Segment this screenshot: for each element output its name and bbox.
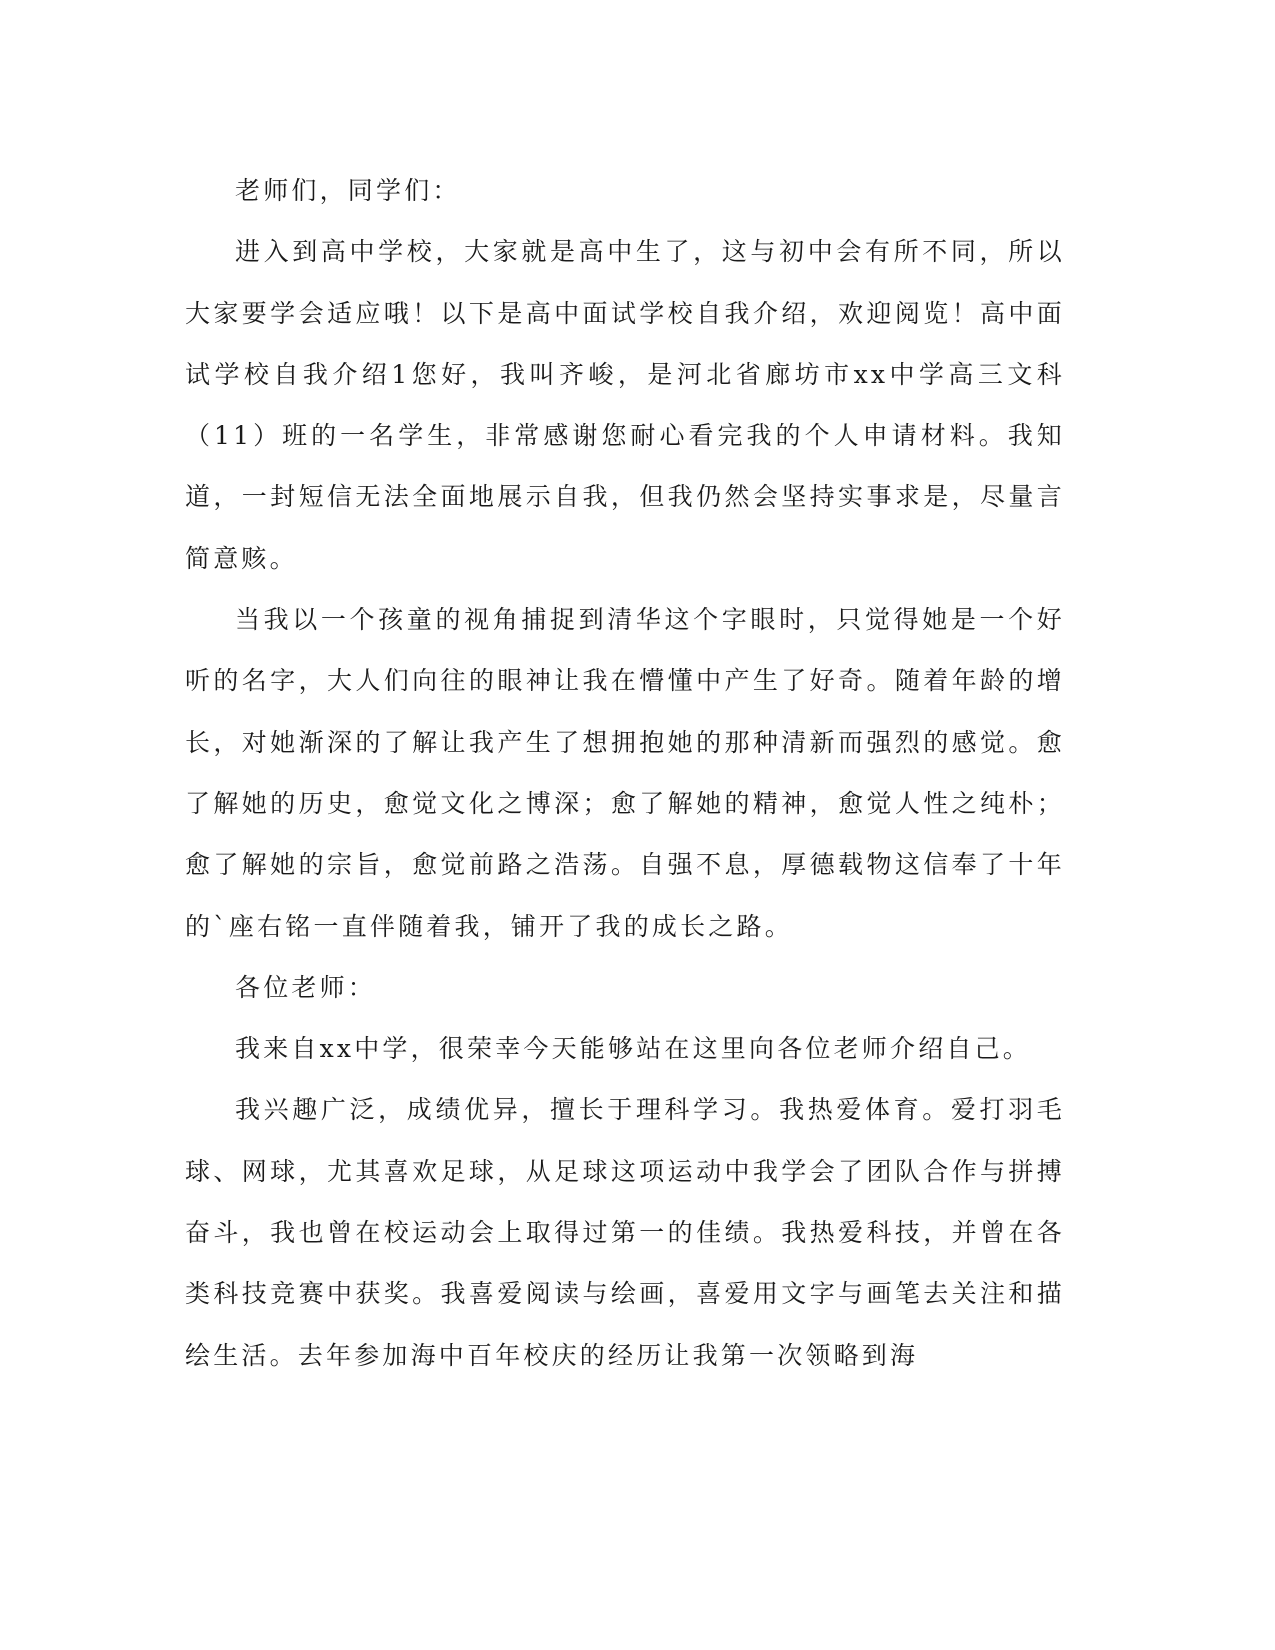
document-body — [185, 160, 1065, 1386]
paragraph-greeting-1: 老师们，同学们： — [235, 176, 461, 205]
paragraph-tsinghua: 当我以一个孩童的视角捕捉到清华这个字眼时，只觉得她是一个好听的名字，大人们向往的眼神让我在懵懂中产生了好奇。随着年龄的增长，对她渐深的了解让我产生了想拥抱她的那种清新而强烈的感觉。愈了解她的历史，愈觉文化之博深；愈了解她的精神，愈觉人性之纯朴；愈了解她的宗旨，愈觉前路之浩荡。自强不息，厚德载物这信奉了十年的`座右铭一直伴随着我，铺开了我的成长之路。 — [185, 605, 1065, 941]
paragraph-greeting-2: 各位老师： — [235, 972, 377, 1002]
paragraph-interests: 我兴趣广泛，成绩优异，擅长于理科学习。我热爱体育。爱打羽毛球、网球，尤其喜欢足球，从足球这项运动中我学会了团队合作与拼搏奋斗，我也曾在校运动会上取得过第一的佳绩。我热爱科技，并曾在各类科技竞赛中获奖。我喜爱阅读与绘画，喜爱用文字与画笔去关注和描绘生活。去年参加海中百年校庆的经历让我第一次领略到海 — [185, 1095, 1065, 1370]
paragraph-school: 我来自xx中学，很荣幸今天能够站在这里向各位老师介绍自己。 — [235, 1034, 1032, 1064]
paragraph-intro: 进入到高中学校，大家就是高中生了，这与初中会有所不同，所以大家要学会适应哦！以下是高中面试学校自我介绍，欢迎阅览！高中面试学校自我介绍1您好，我叫齐峻，是河北省廊坊市xx中学高三文科（11）班的一名学生，非常感谢您耐心看完我的个人申请材料。我知道，一封短信无法全面地展示自我，但我仍然会坚持实事求是，尽量言简意赅。 — [185, 237, 1065, 573]
